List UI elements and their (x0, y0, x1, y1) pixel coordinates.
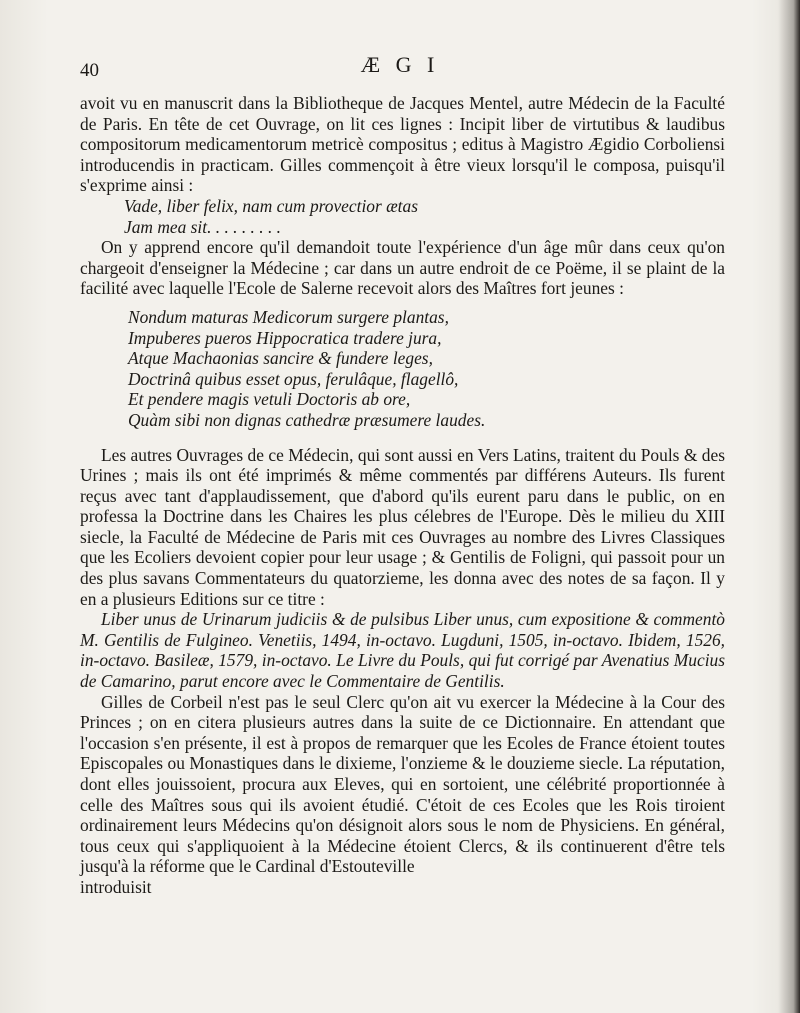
running-title: Æ G I (360, 52, 440, 77)
paragraph-1: avoit vu en manuscrit dans la Bibliotheque de Jacques Mentel, autre Médecin de la Faculté de Paris. En tête de cet Ouvrage, on lit ces lignes : Incipit liber de virtutibus & laudibus compositorum medicamentorum metricè compositus ; editus à Magistro Ægidio Corboliensi introducendis in practicam. Gilles commençoit à être vieux lorsqu'il le composa, puisqu'il s'exprime ainsi : (80, 93, 725, 196)
verse-line: Doctrinâ quibus esset opus, ferulâque, flagellô, (128, 368, 459, 389)
verse-line: Quàm sibi non dignas cathedræ præsumere laudes. (128, 409, 486, 430)
catchword: introduisit (80, 876, 152, 897)
paragraph-5: Gilles de Corbeil n'est pas le seul Clerc qu'on ait vu exercer la Médecine à la Cour des Princes ; on en citera plusieurs autres dans la suite de ce Dictionnaire. En attendant que l'occasion s'en présente, il est à propos de remarquer que les Ecoles de France étoient toutes Episcopales ou Monastiques dans le dixieme, l'onzieme & le douzieme siecle. La réputation, dont elles jouissoient, procura aux Eleves, qui en sortoient, une célébrité proportionnée à celle des Maîtres sous qui ils avoient étudié. C'étoit de ces Ecoles que les Rois tiroient ordinairement leurs Médecins qu'on désignoit alors sous le nom de Physiciens. En général, tous ceux qui s'appliquoient à la Médecine étoient Clercs, & ils continuerent d'être tels jusqu'à la réforme que le Cardinal d'Estouteville (80, 691, 725, 877)
verse-line: Impuberes pueros Hippocratica tradere jura, (128, 327, 442, 348)
paragraph-3: Les autres Ouvrages de ce Médecin, qui sont aussi en Vers Latins, traitent du Pouls & des Urines ; mais ils ont été imprimés & même commentés par différens Auteurs. Ils furent reçus avec tant d'applaudissement, que d'abord qu'ils eurent paru dans le public, on en professa la Doctrine dans les Chaires les plus célebres de l'Europe. Dès le milieu du XIII siecle, la Faculté de Médecine de Paris mit ces Ouvrages au nombre des Livres Classiques que les Ecoliers devoient copier pour leur usage ; & Gentilis de Foligni, qui passoit pour un des plus savans Commentateurs du quatorzieme, les donna avec des notes de sa façon. Il y en a plusieurs Editions sur ce titre : (80, 444, 725, 609)
paragraph-4: Liber unus de Urinarum judiciis & de pulsibus Liber unus, cum expositione & commentò M. Gentilis de Fulgineo. Venetiis, 1494, in-octavo. Lugduni, 1505, in-octavo. Ibidem, 1526, in-octavo. Basileæ, 1579, in-octavo. Le Livre du Pouls, qui fut corrigé par Avenatius Mucius de Camarino, parut encore avec le Commentaire de Gentilis. (80, 609, 725, 692)
body-text (80, 93, 725, 898)
spacer (80, 431, 725, 445)
page-number: 40 (80, 60, 99, 81)
verse-line: Et pendere magis vetuli Doctoris ab ore, (128, 389, 411, 410)
verse-line: Atque Machaonias sancire & fundere leges, (128, 348, 433, 369)
spacer (80, 299, 725, 307)
verse-line: Vade, liber felix, nam cum provectior ætas (124, 195, 418, 216)
page-gutter-shadow (778, 0, 800, 1013)
page-header (0, 48, 800, 81)
verse-line: Jam mea sit. . . . . . . . . (124, 216, 281, 237)
verse-line: Nondum maturas Medicorum surgere plantas, (128, 306, 449, 327)
paragraph-2: On y apprend encore qu'il demandoit toute l'expérience d'un âge mûr dans ceux qu'on chargeoit d'enseigner la Médecine ; car dans un autre endroit de ce Poëme, il se plaint de la facilité avec laquelle l'Ecole de Salerne recevoit alors des Maîtres fort jeunes : (80, 237, 725, 299)
